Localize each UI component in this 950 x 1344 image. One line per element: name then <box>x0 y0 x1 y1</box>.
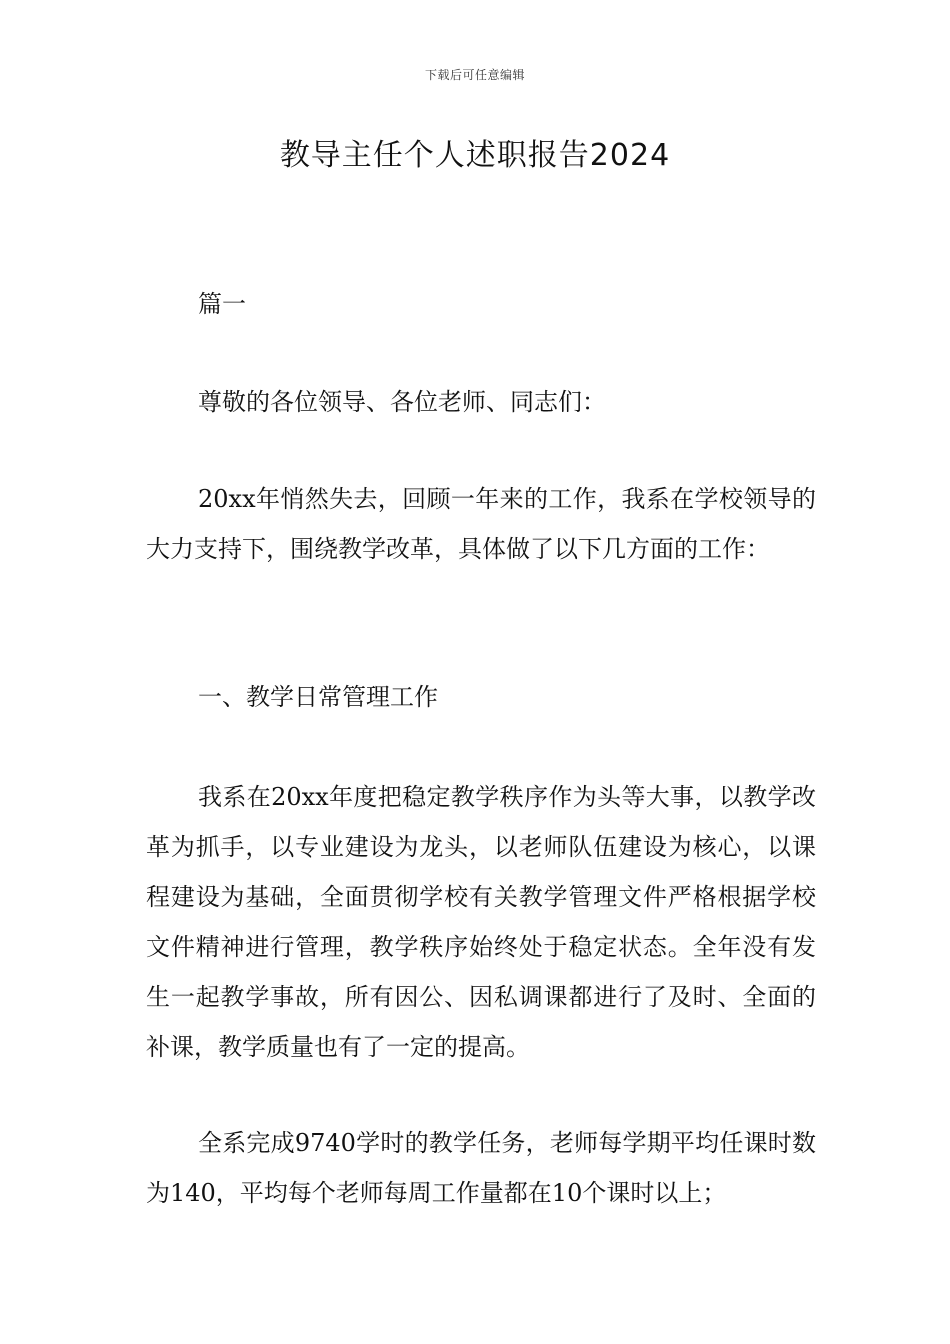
paragraph-2-block <box>146 772 816 1072</box>
header-note: 下载后可任意编辑 <box>424 68 525 82</box>
paragraph-1-block <box>146 474 816 574</box>
document-title: 教导主任个人述职报告2024 <box>279 138 671 173</box>
greeting: 尊敬的各位领导、各位老师、同志们： <box>198 388 606 416</box>
greeting-block <box>146 377 816 427</box>
section-heading-block <box>146 672 816 722</box>
section-heading: 一、教学日常管理工作 <box>198 683 438 711</box>
paragraph-3: 全系完成9740学时的教学任务，老师每学期平均任课时数为140，平均每个老师每周工作量都在10个课时以上； <box>146 1129 816 1207</box>
paragraph-3-block <box>146 1118 816 1218</box>
paragraph-1: 20xx年悄然失去，回顾一年来的工作，我系在学校领导的大力支持下，围绕教学改革，具体做了以下几方面的工作： <box>146 485 816 563</box>
part-label: 篇一 <box>198 290 246 318</box>
paragraph-2: 我系在20xx年度把稳定教学秩序作为头等大事，以教学改革为抓手，以专业建设为龙头，以老师队伍建设为核心，以课程建设为基础，全面贯彻学校有关教学管理文件严格根据学校文件精神进行管理，教学秩序始终处于稳定状态。全年没有发生一起教学事故，所有因公、因私调课都进行了及时、全面的补课，教学质量也有了一定的提高。 <box>146 783 816 1061</box>
part-label-block <box>146 279 816 329</box>
